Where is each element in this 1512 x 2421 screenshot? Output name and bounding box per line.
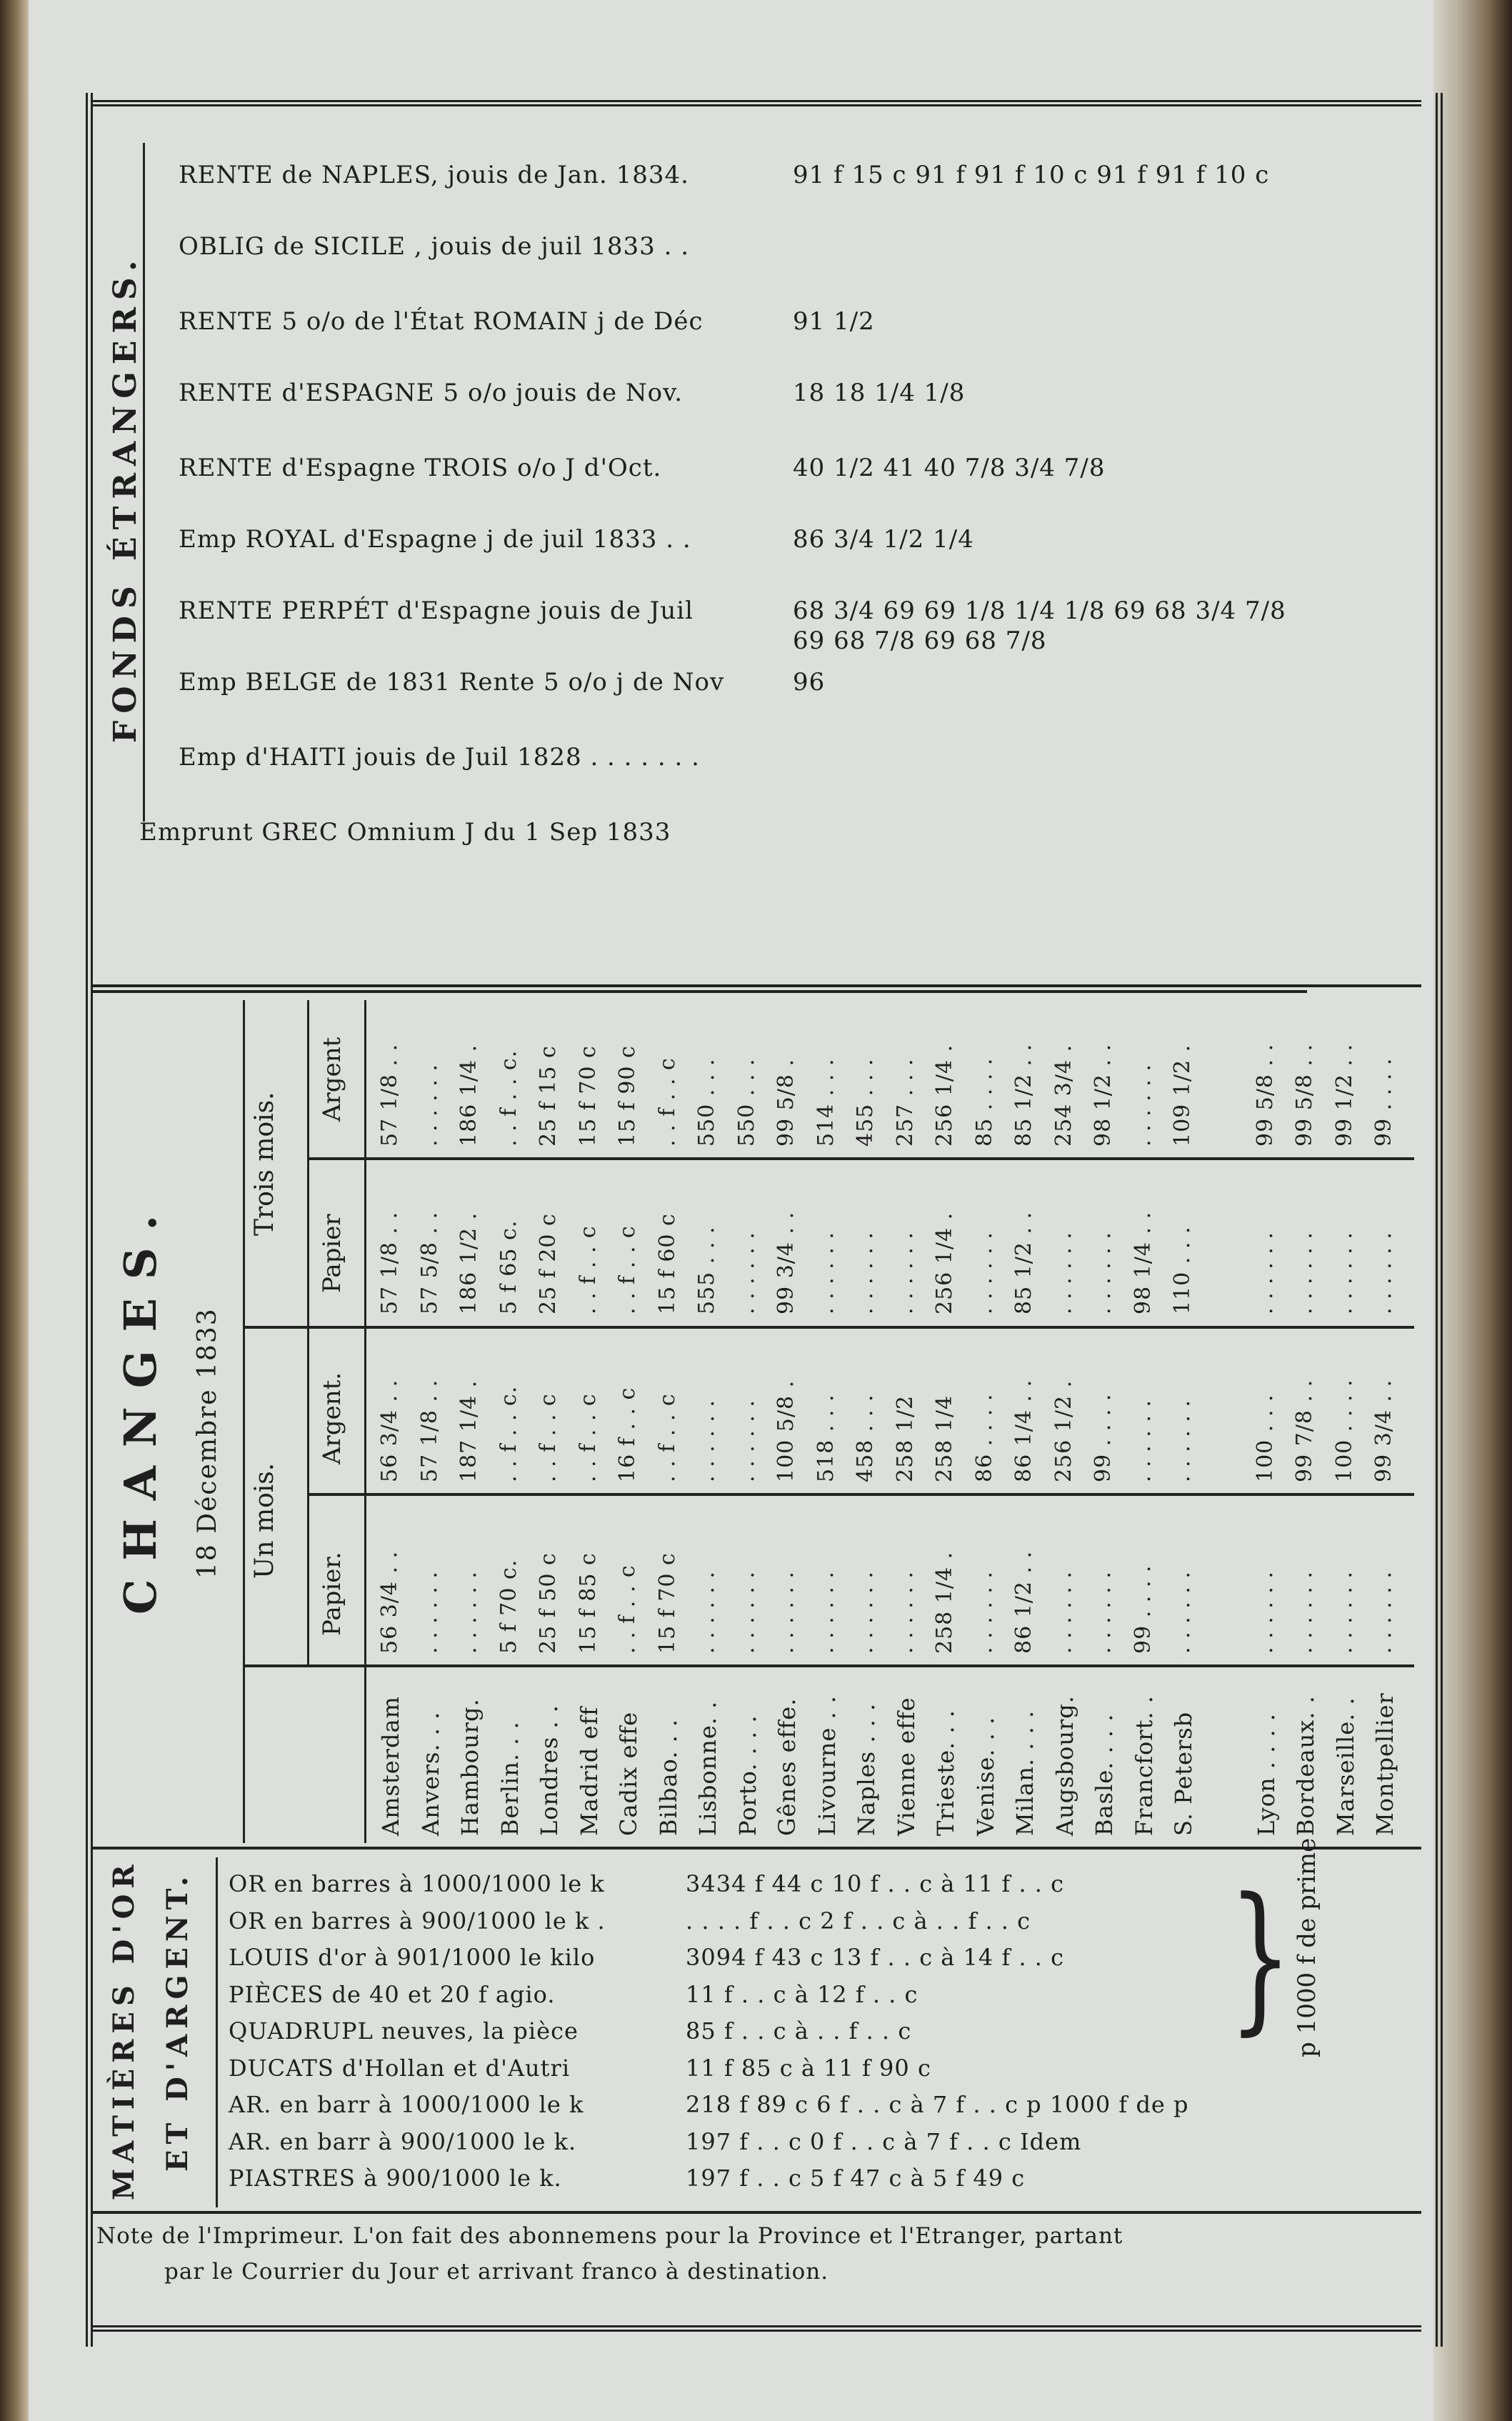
fonds-row-label: RENTE d'ESPAGNE 5 o/o jouis de Nov. bbox=[179, 379, 684, 407]
matieres-title-line1: MATIÈRES D'OR bbox=[107, 1859, 141, 2200]
change-city: Amsterdam bbox=[377, 1696, 404, 1836]
change-papier-trois-mois: 555 . . . bbox=[694, 1226, 719, 1314]
matieres-row-value: 197 f . . c 5 f 47 c à 5 f 49 c bbox=[686, 2165, 1026, 2192]
change-argent-un-mois: 458 . . . bbox=[853, 1394, 878, 1482]
change-papier-trois-mois: 85 1/2 . . bbox=[1011, 1211, 1036, 1314]
fonds-row-label: Emp d'HAITI jouis de Juil 1828 . . . . . . . bbox=[179, 743, 700, 772]
matieres-row bbox=[229, 2054, 931, 2082]
change-papier-trois-mois: . . . . . . bbox=[813, 1232, 838, 1314]
change-argent-trois-mois: . . f . . c. bbox=[496, 1049, 521, 1147]
book-binding-left bbox=[0, 0, 29, 2421]
change-papier-trois-mois: . . . . . . bbox=[1091, 1232, 1116, 1314]
fonds-row-label: RENTE de NAPLES, jouis de Jan. 1834. bbox=[179, 161, 689, 189]
change-argent-trois-mois: 15 f 70 c bbox=[575, 1045, 601, 1147]
fonds-row bbox=[179, 307, 875, 336]
changes-top-rule bbox=[93, 990, 1307, 993]
col-argent-trois-mois: Argent bbox=[318, 1037, 346, 1122]
change-papier-trois-mois: 57 1/8 . . bbox=[377, 1211, 402, 1314]
change-papier-trois-mois: 57 5/8 . . bbox=[416, 1211, 442, 1314]
change-argent-trois-mois: 257 . . . bbox=[892, 1058, 918, 1147]
change-papier-un-mois: 5 f 70 c. bbox=[496, 1559, 521, 1654]
change-argent-trois-mois: 550 . . . bbox=[694, 1058, 719, 1147]
change-argent-un-mois: 518 . . . bbox=[813, 1394, 838, 1482]
changes-bottom-rule bbox=[93, 1847, 1421, 1850]
fonds-row-value: 96 bbox=[793, 668, 826, 697]
change-argent-un-mois: 86 1/4 . . bbox=[1011, 1379, 1036, 1482]
change-papier-un-mois: . . . . . . bbox=[1371, 1571, 1396, 1654]
fonds-section-title: FONDS ÉTRANGERS. bbox=[107, 253, 144, 743]
change-city: Porto. . . . bbox=[734, 1714, 761, 1836]
change-papier-un-mois: 258 1/4 . bbox=[932, 1551, 957, 1654]
change-papier-trois-mois: . . . . . . bbox=[1051, 1232, 1076, 1314]
fonds-row bbox=[179, 596, 1286, 655]
change-papier-un-mois: . . . . . . bbox=[773, 1571, 798, 1654]
change-argent-trois-mois: 99 5/8 . . bbox=[1292, 1043, 1317, 1147]
matieres-row-value: 3094 f 43 c 13 f . . c à 14 f . . c bbox=[686, 1944, 1065, 1971]
change-city: Madrid eff bbox=[575, 1706, 603, 1836]
change-papier-un-mois: . . . . . . bbox=[892, 1571, 918, 1654]
printer-note-line2: par le Courrier du Jour et arrivant franco à destination. bbox=[164, 2259, 829, 2285]
matieres-row-value: 3434 f 44 c 10 f . . c à 11 f . . c bbox=[686, 1870, 1065, 1897]
change-city: Vienne effe bbox=[892, 1697, 920, 1836]
changes-divider-title bbox=[243, 1000, 245, 1843]
change-argent-un-mois: 99 7/8 . . bbox=[1292, 1379, 1317, 1482]
change-argent-un-mois: . . f . . c. bbox=[496, 1385, 521, 1482]
change-city: Marseille. . bbox=[1331, 1697, 1359, 1836]
change-argent-trois-mois: 57 1/8 . . bbox=[377, 1043, 402, 1147]
changes-group-rule bbox=[243, 1326, 1414, 1329]
change-city: Naples . . . bbox=[853, 1702, 880, 1836]
change-papier-un-mois: . . . . . . bbox=[1051, 1571, 1076, 1654]
matieres-row bbox=[229, 1980, 918, 2008]
change-argent-un-mois: 16 f . . c bbox=[615, 1387, 640, 1482]
change-city: Berlin. . . bbox=[496, 1721, 524, 1836]
changes-subheader-divider bbox=[364, 1000, 366, 1843]
change-city: Livourne . . bbox=[813, 1695, 841, 1836]
change-argent-trois-mois: . . f . . c bbox=[654, 1057, 680, 1147]
fonds-bottom-rule bbox=[93, 984, 1421, 987]
changes-title: CHANGES. bbox=[114, 1196, 166, 1614]
change-papier-un-mois: . . . . . . bbox=[1252, 1571, 1278, 1654]
change-papier-un-mois: . . . . . . bbox=[694, 1571, 719, 1654]
change-papier-trois-mois: . . . . . . bbox=[1252, 1232, 1278, 1314]
bottom-rule bbox=[93, 2325, 1421, 2332]
change-argent-un-mois: . . f . . c bbox=[575, 1393, 601, 1482]
change-city: Anvers. . . bbox=[416, 1711, 444, 1836]
matieres-row-label: OR en barres à 900/1000 le k . bbox=[229, 1907, 606, 1935]
matieres-row-label: PIÈCES de 40 et 20 f agio. bbox=[229, 1980, 556, 2008]
change-argent-un-mois: . . . . . . bbox=[734, 1399, 759, 1482]
change-city: Montpellier bbox=[1371, 1692, 1398, 1836]
change-argent-un-mois: 57 1/8 . . bbox=[416, 1379, 442, 1482]
change-city: Lisbonne. . bbox=[694, 1700, 721, 1836]
change-argent-trois-mois: 85 1/2 . . bbox=[1011, 1043, 1036, 1147]
change-argent-un-mois: 86 . . . . bbox=[971, 1393, 997, 1482]
fonds-row-label: RENTE 5 o/o de l'État ROMAIN j de Déc bbox=[179, 307, 704, 336]
change-papier-un-mois: . . . . . . bbox=[1292, 1571, 1317, 1654]
change-argent-un-mois: . . f . . c bbox=[654, 1393, 680, 1482]
fonds-row bbox=[179, 232, 689, 261]
change-papier-trois-mois: . . f . . c bbox=[615, 1225, 640, 1314]
matieres-row-label: DUCATS d'Hollan et d'Autri bbox=[229, 2054, 571, 2082]
change-argent-un-mois: 256 1/2 . bbox=[1051, 1379, 1076, 1482]
fonds-row bbox=[179, 668, 826, 697]
fonds-row-value: 40 1/2 41 40 7/8 3/4 7/8 bbox=[793, 454, 1106, 482]
change-city: Lyon . . . . bbox=[1252, 1712, 1280, 1836]
change-argent-trois-mois: 99 . . . . bbox=[1371, 1057, 1396, 1147]
change-argent-trois-mois: 550 . . . bbox=[734, 1058, 759, 1147]
matieres-row bbox=[229, 2127, 1082, 2155]
change-papier-un-mois: 25 f 50 c bbox=[536, 1552, 561, 1654]
changes-col-rule-1 bbox=[307, 1493, 1414, 1496]
matieres-brace-note: p 1000 f de prime bbox=[1293, 1837, 1321, 2057]
change-argent-un-mois: 258 1/4 bbox=[932, 1394, 957, 1482]
changes-date: 18 Décembre 1833 bbox=[193, 1307, 222, 1579]
change-argent-trois-mois: 85 . . . . bbox=[971, 1057, 997, 1147]
change-argent-trois-mois: 99 1/2 . . bbox=[1331, 1043, 1357, 1147]
fonds-row-label: Emp ROYAL d'Espagne j de juil 1833 . . bbox=[179, 525, 691, 554]
change-papier-trois-mois: . . . . . . bbox=[1371, 1232, 1396, 1314]
matieres-row bbox=[229, 2165, 1026, 2192]
change-papier-un-mois: 15 f 70 c bbox=[654, 1552, 680, 1654]
change-papier-trois-mois: 186 1/2 . bbox=[456, 1212, 481, 1314]
change-argent-un-mois: . . . . . . bbox=[694, 1399, 719, 1482]
matieres-row-label: PIASTRES à 900/1000 le k. bbox=[229, 2165, 562, 2192]
change-papier-trois-mois: 15 f 60 c bbox=[654, 1213, 680, 1314]
change-papier-un-mois: . . . . . . bbox=[971, 1571, 997, 1654]
fonds-row bbox=[179, 161, 1270, 189]
fonds-row-label: Emprunt GREC Omnium J du 1 Sep 1833 bbox=[139, 818, 671, 847]
matieres-row-label: QUADRUPL neuves, la pièce bbox=[229, 2017, 579, 2045]
change-argent-un-mois: 100 . . . . bbox=[1331, 1379, 1357, 1482]
change-papier-trois-mois: 98 1/4 . . bbox=[1130, 1211, 1156, 1314]
fonds-row bbox=[179, 379, 966, 407]
change-papier-trois-mois: 256 1/4 . bbox=[932, 1212, 957, 1314]
fonds-row-value: 68 3/4 69 69 1/8 1/4 1/8 69 68 3/4 7/8 bbox=[793, 596, 1286, 625]
fonds-row bbox=[179, 525, 974, 554]
change-papier-un-mois: 56 3/4 . . bbox=[377, 1550, 402, 1654]
col-papier-un-mois: Papier. bbox=[318, 1552, 346, 1636]
change-argent-un-mois: 100 . . . bbox=[1252, 1394, 1278, 1482]
fonds-row-label: RENTE PERPÉT d'Espagne jouis de Juil bbox=[179, 596, 694, 625]
printer-note-line1: Note de l'Imprimeur. L'on fait des abonnemens pour la Province et l'Etranger, partant bbox=[96, 2223, 1123, 2249]
change-argent-trois-mois: 25 f 15 c bbox=[536, 1045, 561, 1147]
changes-city-rule bbox=[243, 1664, 1414, 1667]
change-argent-trois-mois: 186 1/4 . bbox=[456, 1044, 481, 1147]
change-papier-un-mois: . . . . . . bbox=[734, 1571, 759, 1654]
matieres-row-value: 218 f 89 c 6 f . . c à 7 f . . c p 1000 f de p bbox=[686, 2091, 1189, 2118]
fonds-row bbox=[179, 454, 1106, 482]
change-city: Basle. . . . bbox=[1091, 1713, 1118, 1836]
change-city: Bilbao. . . bbox=[654, 1718, 682, 1836]
change-papier-un-mois: 15 f 85 c bbox=[575, 1552, 601, 1654]
matieres-brace: } bbox=[1228, 1865, 1293, 2051]
change-city: Bordeaux. . bbox=[1292, 1695, 1319, 1836]
change-argent-trois-mois: 455 . . . bbox=[853, 1058, 878, 1147]
change-argent-trois-mois: 514 . . . bbox=[813, 1058, 838, 1147]
change-argent-un-mois: 99 . . . . bbox=[1091, 1393, 1116, 1482]
fonds-row-value-continued: 69 68 7/8 69 68 7/8 bbox=[793, 627, 1047, 655]
change-argent-un-mois: 56 3/4 . . bbox=[377, 1379, 402, 1482]
group-trois-mois: Trois mois. bbox=[250, 1092, 279, 1236]
change-city: Cadix effe bbox=[615, 1711, 642, 1836]
change-argent-un-mois: . . . . . . bbox=[1170, 1399, 1195, 1482]
group-un-mois: Un mois. bbox=[250, 1462, 279, 1579]
fonds-row-label: OBLIG de SICILE , jouis de juil 1833 . . bbox=[179, 232, 690, 261]
matieres-row-value: 197 f . . c 0 f . . c à 7 f . . c Idem bbox=[686, 2127, 1082, 2155]
change-papier-un-mois: 99 . . . . bbox=[1130, 1564, 1156, 1654]
change-city: Augsbourg. bbox=[1051, 1695, 1078, 1836]
change-papier-un-mois: . . . . . . bbox=[456, 1571, 481, 1654]
matieres-row-value: . . . . f . . c 2 f . . c à . . f . . c bbox=[686, 1907, 1031, 1935]
changes-header-divider bbox=[307, 1000, 309, 1664]
change-argent-un-mois: 187 1/4 . bbox=[456, 1379, 481, 1482]
change-argent-trois-mois: 99 5/8 . . bbox=[1252, 1043, 1278, 1147]
changes-col-rule-3 bbox=[307, 1157, 1414, 1160]
change-papier-trois-mois: . . . . . . bbox=[892, 1232, 918, 1314]
matieres-row-label: OR en barres à 1000/1000 le k bbox=[229, 1870, 605, 1897]
change-papier-trois-mois: 25 f 20 c bbox=[536, 1213, 561, 1314]
change-papier-un-mois: 86 1/2 . . bbox=[1011, 1550, 1036, 1654]
matieres-bottom-rule bbox=[93, 2211, 1421, 2214]
change-papier-trois-mois: . . . . . . bbox=[734, 1232, 759, 1314]
matieres-row bbox=[229, 1870, 1065, 1897]
change-papier-trois-mois: . . . . . . bbox=[1331, 1232, 1357, 1314]
matieres-row bbox=[229, 2017, 912, 2045]
fonds-row bbox=[179, 743, 700, 772]
fonds-row-value: 91 f 15 c 91 f 91 f 10 c 91 f 91 f 10 c bbox=[793, 161, 1270, 189]
matieres-row bbox=[229, 1944, 1065, 1971]
matieres-divider bbox=[216, 1857, 218, 2207]
change-papier-un-mois: . . . . . . bbox=[1170, 1571, 1195, 1654]
change-city: Venise. . . bbox=[971, 1716, 999, 1836]
change-city: Gênes effe. bbox=[773, 1697, 801, 1836]
change-city: Trieste. . . bbox=[932, 1709, 959, 1836]
fonds-row-value: 86 3/4 1/2 1/4 bbox=[793, 525, 974, 554]
change-argent-un-mois: . . . . . . bbox=[1130, 1399, 1156, 1482]
matieres-row bbox=[229, 2091, 1189, 2118]
matieres-row-label: AR. en barr à 900/1000 le k. bbox=[229, 2127, 577, 2155]
change-city: Milan. . . . bbox=[1011, 1709, 1038, 1836]
change-argent-trois-mois: . . . . . . bbox=[1130, 1064, 1156, 1147]
change-city: Londres . . bbox=[536, 1704, 563, 1836]
matieres-row-label: LOUIS d'or à 901/1000 le kilo bbox=[229, 1944, 596, 1971]
fonds-row bbox=[139, 818, 671, 847]
matieres-row-value: 11 f 85 c à 11 f 90 c bbox=[686, 2054, 931, 2082]
fonds-row-label: RENTE d'Espagne TROIS o/o J d'Oct. bbox=[179, 454, 662, 482]
change-argent-trois-mois: 109 1/2 . bbox=[1170, 1044, 1195, 1147]
col-argent-un-mois: Argent. bbox=[318, 1372, 346, 1464]
change-argent-un-mois: 99 3/4 . . bbox=[1371, 1379, 1396, 1482]
change-argent-trois-mois: 99 5/8 . bbox=[773, 1058, 798, 1147]
change-papier-trois-mois: 110 . . . bbox=[1170, 1226, 1195, 1314]
change-papier-trois-mois: . . f . . c bbox=[575, 1225, 601, 1314]
matieres-row bbox=[229, 1907, 1031, 1935]
change-papier-trois-mois: . . . . . . bbox=[971, 1232, 997, 1314]
book-fore-edge-right bbox=[1433, 0, 1512, 2421]
col-papier-trois-mois: Papier bbox=[318, 1214, 346, 1293]
fonds-row-value: 18 18 1/4 1/8 bbox=[793, 379, 966, 407]
change-argent-trois-mois: 98 1/2 . . bbox=[1091, 1043, 1116, 1147]
document-page bbox=[29, 0, 1433, 2421]
fonds-row-label: Emp BELGE de 1831 Rente 5 o/o j de Nov bbox=[179, 668, 725, 697]
change-argent-un-mois: 100 5/8 . bbox=[773, 1379, 798, 1482]
change-argent-trois-mois: 256 1/4 . bbox=[932, 1044, 957, 1147]
change-argent-trois-mois: 254 3/4 . bbox=[1051, 1044, 1076, 1147]
matieres-row-value: 11 f . . c à 12 f . . c bbox=[686, 1980, 918, 2008]
change-papier-trois-mois: 5 f 65 c. bbox=[496, 1219, 521, 1314]
change-city: Francfort. . bbox=[1130, 1695, 1158, 1836]
change-argent-trois-mois: 15 f 90 c bbox=[615, 1045, 640, 1147]
change-papier-un-mois: . . f . . c bbox=[615, 1564, 640, 1654]
change-argent-un-mois: . . f . . c bbox=[536, 1393, 561, 1482]
matieres-row-label: AR. en barr à 1000/1000 le k bbox=[229, 2091, 584, 2118]
matieres-row-value: 85 f . . c à . . f . . c bbox=[686, 2017, 912, 2045]
change-papier-trois-mois: . . . . . . bbox=[1292, 1232, 1317, 1314]
change-papier-trois-mois: . . . . . . bbox=[853, 1232, 878, 1314]
change-papier-un-mois: . . . . . . bbox=[1331, 1571, 1357, 1654]
change-papier-un-mois: . . . . . . bbox=[813, 1571, 838, 1654]
change-argent-trois-mois: . . . . . . bbox=[416, 1064, 442, 1147]
matieres-title-line2: ET D'ARGENT. bbox=[161, 1870, 194, 2172]
change-papier-un-mois: . . . . . . bbox=[853, 1571, 878, 1654]
change-city: Hambourg. bbox=[456, 1698, 484, 1836]
fonds-row-value: 91 1/2 bbox=[793, 307, 875, 336]
change-argent-un-mois: 258 1/2 bbox=[892, 1394, 918, 1482]
top-rule bbox=[93, 100, 1421, 106]
change-papier-un-mois: . . . . . . bbox=[416, 1571, 442, 1654]
change-papier-trois-mois: 99 3/4 . . bbox=[773, 1211, 798, 1314]
change-papier-un-mois: . . . . . . bbox=[1091, 1571, 1116, 1654]
change-city: S. Petersb bbox=[1170, 1711, 1197, 1836]
